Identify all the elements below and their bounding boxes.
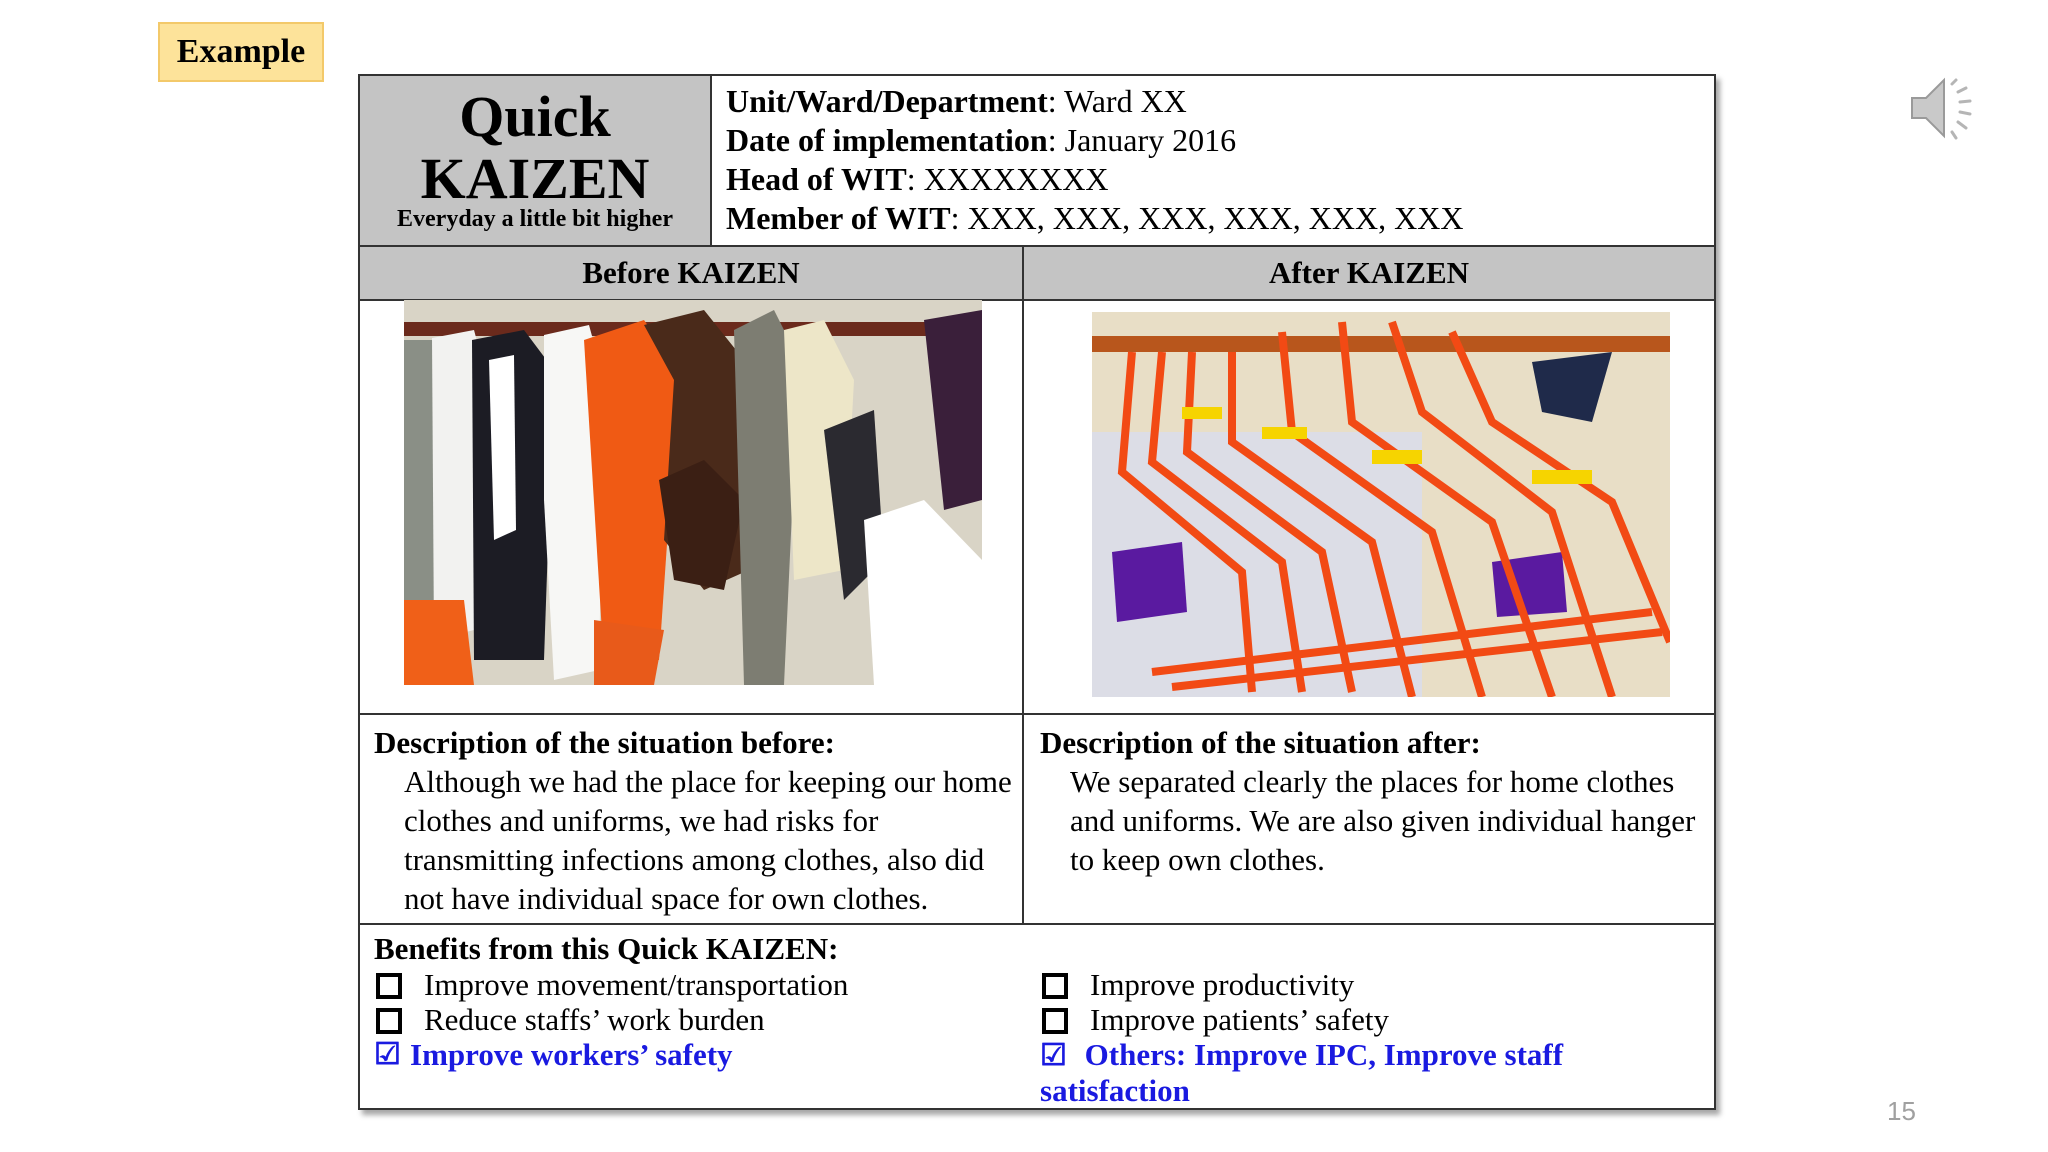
title-subtitle: Everyday a little bit higher bbox=[397, 206, 673, 232]
after-heading: After KAIZEN bbox=[1024, 247, 1714, 301]
meta-value: : January 2016 bbox=[1047, 122, 1237, 158]
before-heading: Before KAIZEN bbox=[360, 247, 1024, 301]
checkbox-checked-icon[interactable]: ☑ bbox=[1040, 1039, 1067, 1072]
benefits-title: Benefits from this Quick KAIZEN: bbox=[374, 931, 839, 966]
row-divider-photos bbox=[360, 713, 1714, 715]
description-before-title: Description of the situation before: bbox=[374, 725, 835, 760]
benefit-item bbox=[374, 967, 1034, 1002]
benefits-left-column bbox=[374, 967, 1034, 1072]
benefit-item-checked bbox=[1040, 1037, 1704, 1108]
benefits-section bbox=[374, 931, 1704, 1108]
speaker-icon[interactable] bbox=[1908, 72, 1984, 144]
checkbox-empty-icon[interactable] bbox=[376, 1008, 402, 1034]
title-box bbox=[360, 76, 712, 245]
before-photo bbox=[404, 300, 982, 685]
benefit-label: Others: Improve IPC, Improve staff satisfaction bbox=[1040, 1037, 1564, 1108]
title-line-1: Quick bbox=[459, 84, 611, 149]
benefit-label: Improve productivity bbox=[1090, 967, 1355, 1002]
after-photo bbox=[1092, 312, 1670, 697]
meta-row-date bbox=[726, 121, 1463, 160]
description-after-text: We separated clearly the places for home clothes and uniforms. We are also given individual hanger to keep own clothes. bbox=[1070, 764, 1696, 877]
checkbox-empty-icon[interactable] bbox=[376, 973, 402, 999]
meta-row-head bbox=[726, 160, 1463, 199]
checkbox-empty-icon[interactable] bbox=[1042, 1008, 1068, 1034]
meta-row-unit bbox=[726, 82, 1463, 121]
quick-kaizen-sheet bbox=[358, 74, 1716, 1110]
meta-label: Member of WIT bbox=[726, 200, 951, 236]
benefit-label: Improve movement/transportation bbox=[424, 967, 849, 1002]
meta-value: : XXX, XXX, XXX, XXX, XXX, XXX bbox=[950, 200, 1464, 236]
meta-label: Unit/Ward/Department bbox=[726, 83, 1048, 119]
benefit-item-checked bbox=[374, 1037, 1034, 1072]
column-divider bbox=[1022, 247, 1024, 923]
meta-value: : Ward XX bbox=[1047, 83, 1187, 119]
benefits-right-column bbox=[1040, 967, 1704, 1108]
example-badge: Example bbox=[158, 22, 324, 82]
benefit-item bbox=[1040, 1002, 1704, 1037]
benefit-label: Reduce staffs’ work burden bbox=[424, 1002, 765, 1037]
sheet-header bbox=[360, 76, 1714, 247]
meta-row-members bbox=[726, 199, 1463, 238]
benefit-item bbox=[374, 1002, 1034, 1037]
benefit-label: Improve patients’ safety bbox=[1090, 1002, 1389, 1037]
checkbox-checked-icon[interactable]: ☑ bbox=[374, 1038, 401, 1071]
meta-value: : XXXXXXXX bbox=[906, 161, 1109, 197]
title-line-2: KAIZEN bbox=[420, 146, 650, 211]
benefit-item bbox=[1040, 967, 1704, 1002]
meta-info bbox=[726, 82, 1463, 238]
meta-label: Date of implementation bbox=[726, 122, 1048, 158]
description-after-title: Description of the situation after: bbox=[1040, 725, 1481, 760]
meta-label: Head of WIT bbox=[726, 161, 907, 197]
description-before-text: Although we had the place for keeping our home clothes and uniforms, we had risks for transmitting infections among clothes, also did not have individual space for own clothes. bbox=[404, 764, 1012, 916]
description-after bbox=[1040, 724, 1710, 879]
page-number: 15 bbox=[1887, 1096, 1916, 1126]
checkbox-empty-icon[interactable] bbox=[1042, 973, 1068, 999]
description-before bbox=[374, 724, 1014, 918]
benefit-label: Improve workers’ safety bbox=[410, 1037, 733, 1072]
row-divider-descriptions bbox=[360, 923, 1714, 925]
